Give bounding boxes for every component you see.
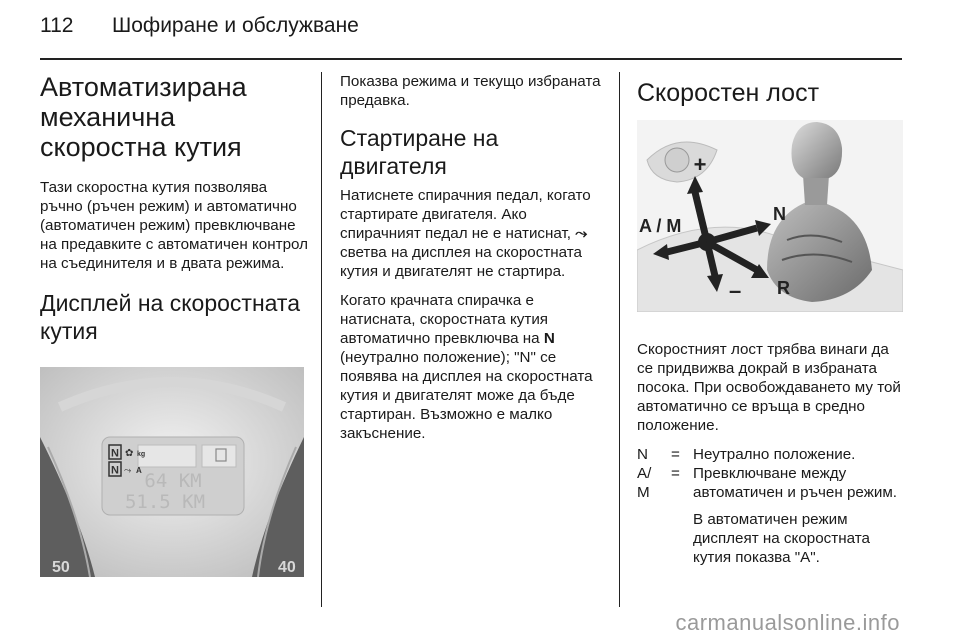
watermark: carmanualsonline.info [675,610,900,635]
section-heading-amt: Автоматизирана механична скоростна кутия [40,72,247,162]
column-2 [340,72,608,443]
brake-text-1: Когато крачната спирачка е натисната, скоростната кутия автоматично превключва на [340,292,549,347]
intro-paragraph: Тази скоростна кутия позволява ръчно (ръчен режим) и автоматично (автоматичен режим) превключване на предавките с автоматичен контрол на съединителя и в двата режима. [40,179,309,272]
brake-paragraph [340,291,608,443]
gear-icon: ✿ [125,448,134,459]
definitions-list [637,445,905,567]
page-number: 112 [40,14,74,37]
starting-paragraph [340,186,608,281]
lever-label-plus: + [693,152,707,177]
subheading-starting-engine: Стартиране на двигателя [340,125,499,179]
gear-lever-illustration [637,120,903,312]
def-term-am: A/ M [637,465,652,501]
gear-indicator-n-2: N [111,464,119,477]
starting-text-2: светва на дисплея на скоростната кутия и двигателят не стартира. [340,244,583,280]
gauge-right-number: 40 [278,559,296,576]
column-divider-1 [321,72,322,607]
def-term-n: N [637,446,648,463]
lever-label-r: R [777,278,790,298]
starting-text-1: Натиснете спирачния педал, когато стартирате двигателя. Ако спирачният педал не е натиснат, [340,187,591,242]
brake-text-2: (неутрално положение); "N" се появява на дисплея на скоростната кутия и двигателят може да бъде стартиран. Възможно е малко закъснение. [340,349,593,442]
column-1 [40,72,308,577]
foot-brake-icon: ⤳ [575,224,588,242]
column-3 [637,72,905,567]
gear-indicator-n: N [111,447,119,460]
display-illustration [40,367,304,577]
lever-label-minus: – [729,278,742,303]
column-divider-2 [619,72,620,607]
def-extra-note: В автоматичен режим дисплеят на скоростната кутия показва "A". [693,511,870,566]
def-eq-n: = [671,446,680,463]
subheading-display: Дисплей на скоростната кутия [40,290,300,344]
running-title: Шофиране и обслужване [112,14,359,37]
gauge-left-number: 50 [52,559,70,576]
def-desc-n: Неутрално положение. [693,446,856,463]
lever-label-n: N [773,204,786,224]
display-description: Показва режима и текущо избраната предавка. [340,73,601,109]
kg-label: kg [137,451,146,458]
display-range-text: 64 KM [144,470,202,492]
brake-pedal-icon: ⤳ [124,466,132,476]
def-eq-am: = [671,465,680,482]
def-desc-am: Превключване между автоматичен и ръчен режим. [693,465,898,501]
display-trip-text: 51.5 KM [124,491,206,513]
auto-mode-label: A [136,466,142,475]
header-rule [40,58,902,60]
neutral-symbol: N [543,330,555,347]
gear-lever-image [637,120,903,312]
lever-paragraph: Скоростният лост трябва винаги да се придвижва докрай в избраната посока. При освобождаването му той автоматично се връща в средно положение. [637,341,901,434]
lever-label-am: A / M [639,216,682,236]
subheading-gear-lever: Скоростен лост [637,79,820,107]
transmission-display-image [40,367,304,577]
